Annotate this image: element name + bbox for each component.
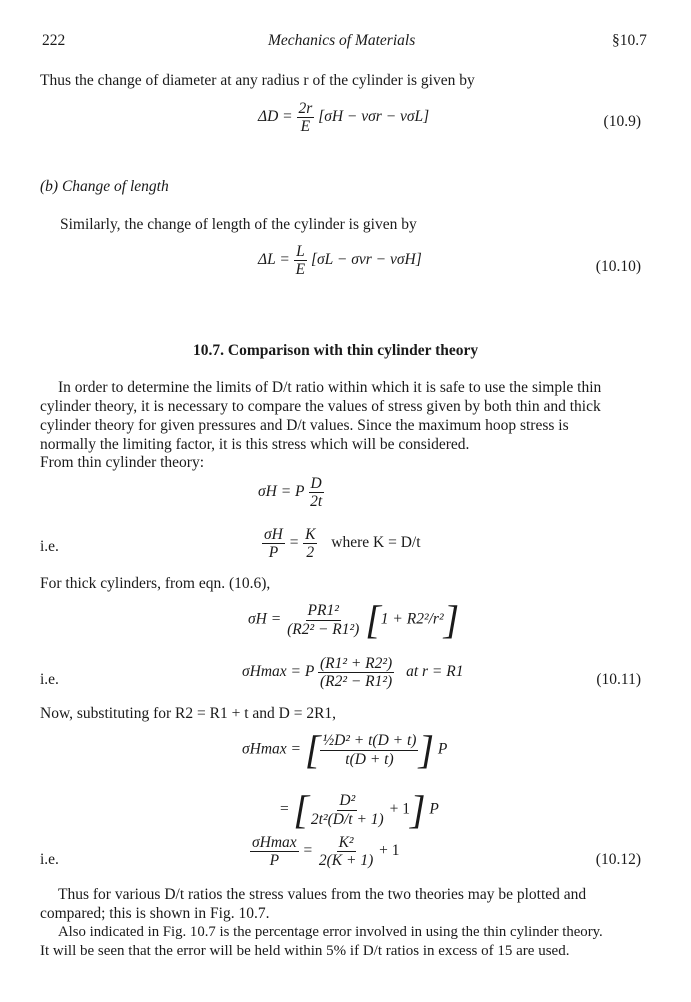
eq-num: L xyxy=(296,243,305,260)
eq-lhs: σH = P xyxy=(258,483,305,501)
eq-bracket: 1 + R2²/r² xyxy=(380,610,444,628)
eq-bracket: [σH − νσr − νσL] xyxy=(318,108,430,126)
running-title: Mechanics of Materials xyxy=(268,32,416,49)
eq-condition: at r = R1 xyxy=(406,663,464,681)
paragraph-line: compared; this is shown in Fig. 10.7. xyxy=(40,905,270,922)
eq-bracket: [σL − σνr − νσH] xyxy=(311,251,422,269)
eq-where: where K = D/t xyxy=(331,534,421,552)
eq-lhs: = xyxy=(279,800,290,818)
eq-fraction xyxy=(250,834,299,869)
eq-lhs: σHmax = xyxy=(242,740,301,758)
paragraph xyxy=(40,378,652,454)
eq-den: (R2² − R1²) xyxy=(287,620,360,638)
equation-number: (10.11) xyxy=(596,671,641,688)
ie-label: i.e. xyxy=(40,851,59,868)
equation-subst-1: σHmax = [ $\frac{\text{½D² + t(D + t)}}{t(D + t)}$ ] P xyxy=(242,727,448,772)
eq-den: t(D + t) xyxy=(345,750,394,768)
eq-fraction xyxy=(318,655,394,690)
eq-plus: + 1 xyxy=(379,842,400,860)
paragraph-line: It will be seen that the error will be held within 5% if D/t ratios in excess of 15 are used. xyxy=(40,943,570,959)
eq-num: D xyxy=(310,475,322,492)
eq-p: P xyxy=(437,740,448,758)
eq-fraction xyxy=(303,526,317,561)
eq-den: E xyxy=(295,261,306,279)
eq-num: σHmax xyxy=(252,834,297,851)
eq-fraction xyxy=(309,792,386,827)
equation-10-10 xyxy=(258,243,422,278)
eq-fraction xyxy=(297,100,315,135)
equation-thin-2: $\frac{\sigma H}{P}$ = $\frac{K}{2}$ where K = D/t xyxy=(264,526,421,562)
eq-fraction xyxy=(317,834,375,869)
eq-num: 2r xyxy=(298,100,313,117)
eq-fraction xyxy=(285,602,361,637)
paragraph xyxy=(40,885,652,961)
eq-den: P xyxy=(269,852,280,870)
eq-den: 2t xyxy=(310,493,323,511)
thick-line: For thick cylinders, from eqn. (10.6), xyxy=(40,575,271,592)
paragraph-line: Thus for various D/t ratios the stress values from the two theories may be plotted and xyxy=(58,886,587,903)
eq-num: K² xyxy=(338,834,354,851)
eq-plus: + 1 xyxy=(389,800,410,818)
thin-line: From thin cylinder theory: xyxy=(40,454,205,471)
eq-den: P xyxy=(268,544,279,562)
equation-10-9 xyxy=(258,100,429,135)
eq-den: 2t²(D/t + 1) xyxy=(310,810,384,828)
equation-thick-1: σH = $\frac{\text{PR1²}}{\text{(R2² − R1²)}}$ [1 + R2²/r²] xyxy=(248,597,460,642)
equation-number: (10.12) xyxy=(595,851,641,868)
eq-den: (R2² − R1²) xyxy=(319,673,393,691)
equation-number: (10.9) xyxy=(603,113,641,130)
equation-10-12: $\frac{\sigma Hmax}{P}$ = $\frac{\text{K²}}{2(K + 1)}$ + 1 xyxy=(252,834,400,870)
eq-num: D² xyxy=(339,792,356,810)
ie-label: i.e. xyxy=(40,538,59,555)
eq-fraction xyxy=(320,732,418,767)
subheading: (b) Change of length xyxy=(40,178,169,195)
equation-10-11 xyxy=(242,655,463,690)
eq-den: 2 xyxy=(306,544,315,562)
eq-fraction xyxy=(262,526,285,561)
paragraph-line: normally the limiting factor, it is this stress which will be considered. xyxy=(40,436,470,453)
paragraph-line: In order to determine the limits of D/t ratio within which it is safe to use the simple thin xyxy=(58,379,602,396)
section-marker: §10.7 xyxy=(612,32,647,49)
ie-label: i.e. xyxy=(40,671,59,688)
equation-subst-2: = [ $\frac{\text{D²}}{\text{2t²(D/t + 1)}}$ + 1] P xyxy=(279,787,439,832)
eq-num: K xyxy=(305,526,316,543)
paragraph-line: cylinder theory for given pressures and D/t values. Since the maximum hoop stress is xyxy=(40,417,569,434)
eq-num: ½D² + t(D + t) xyxy=(322,732,417,750)
eq-p: P xyxy=(429,800,439,818)
substitution-line: Now, substituting for R2 = R1 + t and D = 2R1, xyxy=(40,705,337,722)
eq-num: PR1² xyxy=(307,602,339,620)
eq-lhs: σH = xyxy=(248,610,282,628)
eq-den: 2(K + 1) xyxy=(318,852,374,870)
length-line: Similarly, the change of length of the cylinder is given by xyxy=(60,216,417,233)
eq-lhs: σHmax = P xyxy=(242,663,315,681)
eq-fraction xyxy=(308,475,324,510)
page-number: 222 xyxy=(42,32,66,49)
paragraph-line: Also indicated in Fig. 10.7 is the percentage error involved in using the thin cylinder theory. xyxy=(58,924,603,940)
equation-thin-1 xyxy=(258,475,324,510)
eq-lhs: ΔL = xyxy=(258,251,290,269)
eq-num: (R1² + R2²) xyxy=(319,655,393,672)
eq-num: σH xyxy=(264,526,283,543)
paragraph-line: cylinder theory, it is necessary to compare the values of stress given by both thin and thick xyxy=(40,398,601,415)
equation-number: (10.10) xyxy=(595,258,641,275)
intro-line: Thus the change of diameter at any radius r of the cylinder is given by xyxy=(40,72,475,89)
eq-fraction xyxy=(294,243,307,278)
eq-lhs: ΔD = xyxy=(258,108,293,126)
section-title: 10.7. Comparison with thin cylinder theory xyxy=(193,342,479,359)
eq-den: E xyxy=(300,118,311,136)
